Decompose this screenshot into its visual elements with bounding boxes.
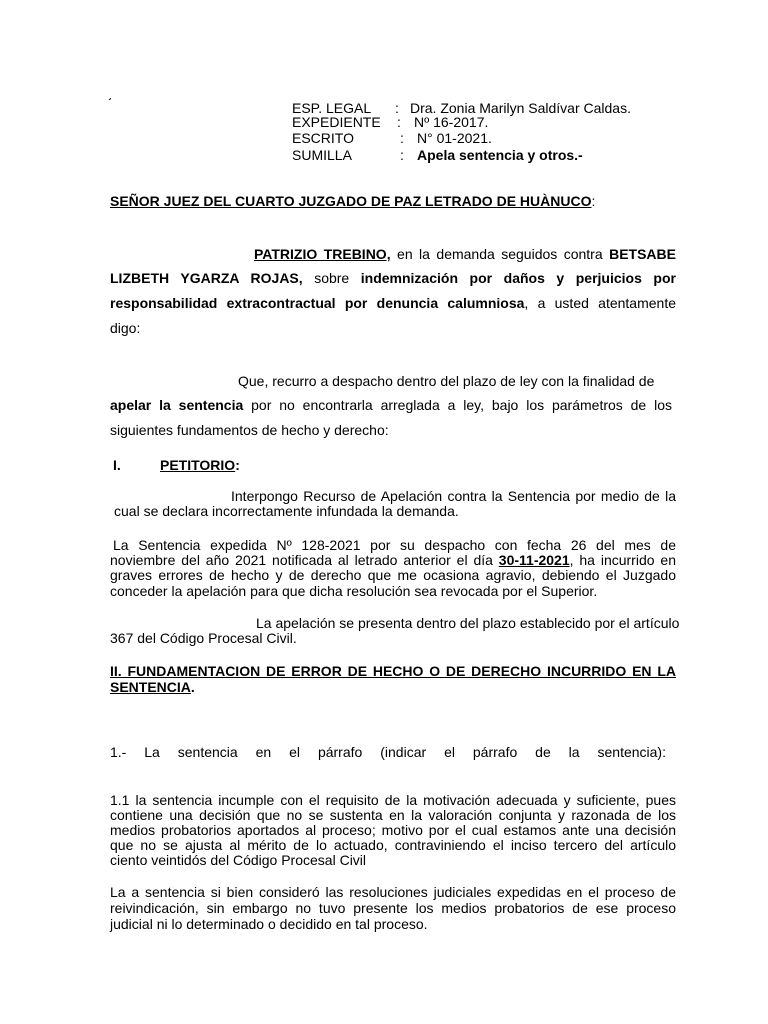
header-label: SUMILLA (292, 147, 352, 163)
header-label: ESCRITO (292, 130, 354, 146)
que-line-3: siguientes fundamentos de hecho y derecho: (110, 422, 389, 438)
section-number: I. (113, 457, 121, 473)
item-1-line: 1.- La sentencia en el párrafo (indicar el párrafo de la sentencia): (110, 744, 666, 760)
item-1-1-line-4: que no se ajusta al mérito de lo actuado, contraviniendo el inciso tercero del artículo (110, 837, 676, 853)
intro-text: , a usted atentamente (524, 295, 676, 311)
appeal-text: apelar la sentencia (110, 397, 244, 413)
que-text: por no encontrarla arreglada a ley, bajo los parámetros de los (243, 397, 672, 413)
petition-text: Interpongo Recurso de Apelación contra la Sentencia por medio de la (231, 488, 676, 504)
header-label: ESP. LEGAL (292, 100, 372, 116)
section-title: PETITORIO (160, 457, 236, 473)
intro-text: sobre (302, 270, 361, 286)
section2-dot: . (190, 679, 195, 695)
plaintiff-name: PATRIZIO TREBINO, (254, 246, 391, 262)
item-1-1-line-1: 1.1 la sentencia incumple con el requisito de la motivación adecuada y suficiente, pues (110, 792, 676, 808)
intro-line-2 (110, 270, 676, 286)
matter-text: responsabilidad extracontractual por denuncia calumniosa (110, 295, 525, 311)
sentence-text: noviembre del año 2021 notificada al letrado anterior el día (110, 552, 499, 568)
deadline-text: La apelación se presenta dentro del plazo establecido por el artículo (256, 615, 680, 631)
header-value: Apela sentencia y otros.- (417, 147, 583, 163)
matter-text: indemnización por daños y perjuicios por (360, 270, 676, 286)
sentence-line-1: La Sentencia expedida Nº 128-2021 por su despacho con fecha 26 del mes de (113, 537, 676, 553)
header-value: N° 01-2021. (417, 130, 492, 146)
intro-text: en la demanda seguidos contra (390, 246, 610, 262)
stray-mark: ͵ (108, 84, 113, 100)
last-line-2: reivindicación, sin embargo no tuvo presente los medios probatorios de ese proceso (110, 900, 676, 916)
sentence-line-4: conceder la apelación para que dicha resolución sea revocada por el Superior. (110, 583, 598, 599)
header-sep: : (400, 130, 404, 146)
intro-line-4: digo: (110, 320, 141, 336)
sentence-line-2 (110, 552, 676, 568)
defendant-name: BETSABE (609, 246, 676, 262)
sentence-text: , ha incurrido en (569, 552, 676, 568)
addressee (110, 193, 676, 209)
que-line-1: Que, recurro a despacho dentro del plazo de ley con la finalidad de (238, 373, 655, 389)
header-sep: : (395, 100, 399, 116)
header-value: Nº 16-2017. (414, 114, 489, 130)
last-line-1: La a sentencia si bien consideró las resoluciones judiciales expedidas en el proceso de (110, 884, 676, 900)
notification-date: 30-11-2021 (498, 552, 570, 568)
addressee-colon: : (591, 193, 596, 209)
header-sep: : (400, 147, 404, 163)
que-line-2 (110, 397, 672, 413)
deadline-line-1 (256, 615, 680, 631)
section2-heading-line-2 (110, 679, 676, 695)
section2-title: SENTENCIA (110, 679, 191, 695)
intro-line-1 (254, 246, 676, 262)
header-sep: : (397, 114, 401, 130)
item-1-1-line-3: medios probatorios aportados al proceso; motivo por el cual estamos ante una decisión (110, 822, 676, 838)
petition-line-1 (231, 488, 676, 504)
addressee-text: SEÑOR JUEZ DEL CUARTO JUZGADO DE PAZ LETRADO DE HUÀNUCO (110, 193, 592, 209)
deadline-line-2: 367 del Código Procesal Civil. (110, 630, 297, 646)
section-colon: : (235, 457, 240, 473)
sentence-line-3: graves errores de hecho y de derecho que me ocasiona agravio, debiendo el Juzgado (110, 567, 676, 583)
item-1-1-line-5: ciento veintidós del Código Procesal Civil (110, 852, 367, 868)
petition-line-2: cual se declara incorrectamente infundada la demanda. (114, 503, 459, 519)
item-1-1-line-2: contiene una decisión que no se sustenta en la valoración conjunta y razonada de los (110, 807, 676, 823)
defendant-name: LIZBETH YGARZA ROJAS, (110, 270, 303, 286)
section2-heading-line-1: II. FUNDAMENTACION DE ERROR DE HECHO O DE DERECHO INCURRIDO EN LA (110, 663, 676, 679)
header-value: Dra. Zonia Marilyn Saldívar Caldas. (410, 100, 631, 116)
last-line-3: judicial ni lo determinado o decidido en tal proceso. (110, 916, 428, 932)
header-label: EXPEDIENTE (292, 114, 381, 130)
intro-line-3 (110, 295, 676, 311)
